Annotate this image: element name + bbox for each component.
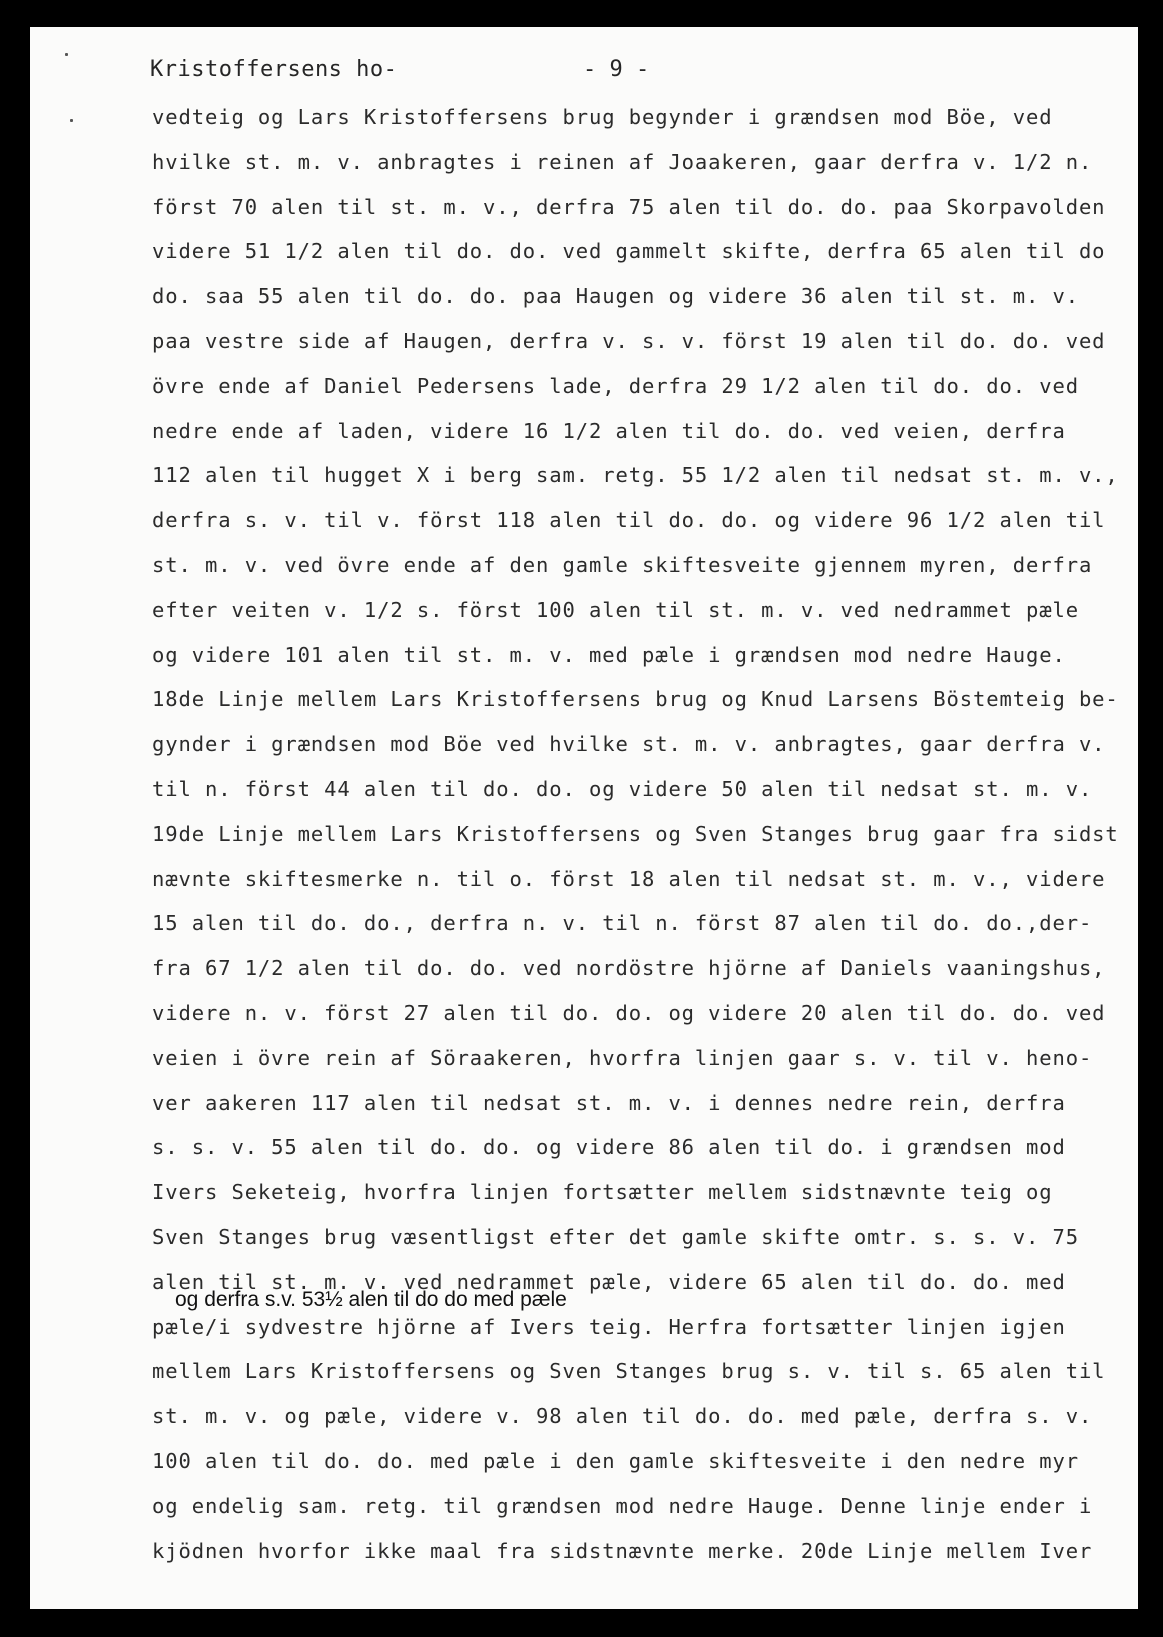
text-line: videre 51 1/2 alen til do. do. ved gammelt skifte, derfra 65 alen til do (152, 239, 1106, 264)
text-line: til n. först 44 alen til do. do. og videre 50 alen til nedsat st. m. v. (152, 776, 1093, 801)
text-line: do. saa 55 alen til do. do. paa Haugen og videre 36 alen til st. m. v. (152, 284, 1079, 309)
text-line: nævnte skiftesmerke n. til o. först 18 alen til nedsat st. m. v., videre (152, 866, 1106, 891)
text-line: Sven Stanges brug væsentligst efter det gamle skifte omtr. s. s. v. 75 (152, 1224, 1079, 1249)
text-line: mellem Lars Kristoffersens og Sven Stanges brug s. v. til s. 65 alen til (152, 1359, 1106, 1384)
text-line: kjödnen hvorfor ikke maal fra sidstnævnte merke. 20de Linje mellem Iver (152, 1538, 1093, 1563)
text-line: 100 alen til do. do. med pæle i den gamle skiftesveite i den nedre myr (152, 1448, 1079, 1473)
text-line: videre n. v. först 27 alen til do. do. og videre 20 alen til do. do. ved (152, 1000, 1106, 1025)
text-line: s. s. v. 55 alen til do. do. og videre 86 alen til do. i grændsen mod (152, 1135, 1066, 1160)
text-line: derfra s. v. til v. först 118 alen til do. do. og videre 96 1/2 alen til (152, 508, 1106, 533)
punch-mark (70, 119, 73, 122)
text-line: fra 67 1/2 alen til do. do. ved nordöstre hjörne af Daniels vaaningshus, (152, 956, 1106, 981)
text-line: ver aakeren 117 alen til nedsat st. m. v. i dennes nedre rein, derfra (152, 1090, 1066, 1115)
text-line: gynder i grændsen mod Böe ved hvilke st. m. v. anbragtes, gaar derfra v. (152, 732, 1106, 757)
text-line: og endelig sam. retg. til grændsen mod nedre Hauge. Denne linje ender i (152, 1493, 1093, 1518)
text-line: efter veiten v. 1/2 s. först 100 alen til st. m. v. ved nedrammet pæle (152, 597, 1079, 622)
text-line: 18de Linje mellem Lars Kristoffersens brug og Knud Larsens Böstemteig be- (152, 687, 1119, 712)
text-line: först 70 alen til st. m. v., derfra 75 alen til do. do. paa Skorpavolden (152, 194, 1106, 219)
page-header (30, 57, 1138, 97)
text-line: 112 alen til hugget X i berg sam. retg. 55 1/2 alen til nedsat st. m. v., (152, 463, 1119, 488)
text-line: alen til st. m. v. ved nedrammet pæle, videre 65 alen til do. do. med (152, 1269, 1066, 1294)
text-line: 19de Linje mellem Lars Kristoffersens og Sven Stanges brug gaar fra sidst (152, 821, 1119, 846)
punch-mark (65, 53, 68, 56)
text-line: veien i övre rein af Söraakeren, hvorfra linjen gaar s. v. til v. heno- (152, 1045, 1093, 1070)
text-line: 15 alen til do. do., derfra n. v. til n. först 87 alen til do. do.,der- (152, 911, 1093, 936)
text-line: pæle/i sydvestre hjörne af Ivers teig. Herfra fortsætter linjen igjen (152, 1314, 1066, 1339)
text-line: st. m. v. og pæle, videre v. 98 alen til do. do. med pæle, derfra s. v. (152, 1404, 1093, 1429)
text-line: nedre ende af laden, videre 16 1/2 alen til do. do. ved veien, derfra (152, 418, 1066, 443)
typed-text-body (152, 95, 1138, 1573)
text-line: paa vestre side af Haugen, derfra v. s. v. först 19 alen til do. do. ved (152, 328, 1106, 353)
text-line: övre ende af Daniel Pedersens lade, derfra 29 1/2 alen til do. do. ved (152, 373, 1079, 398)
page-number: - 9 - (583, 57, 650, 82)
text-line: st. m. v. ved övre ende af den gamle skiftesveite gjennem myren, derfra (152, 552, 1093, 577)
text-line: og videre 101 alen til st. m. v. med pæle i grændsen mod nedre Hauge. (152, 642, 1066, 667)
document-page (30, 27, 1138, 1609)
text-line: vedteig og Lars Kristoffersens brug begynder i grændsen mod Böe, ved (152, 105, 1053, 129)
text-line: hvilke st. m. v. anbragtes i reinen af Joaakeren, gaar derfra v. 1/2 n. (152, 149, 1093, 174)
running-title: Kristoffersens ho- (150, 57, 398, 82)
text-line: Ivers Seketeig, hvorfra linjen fortsætter mellem sidstnævnte teig og (152, 1180, 1053, 1205)
handwritten-insert: og derfra s.v. 53½ alen til do do med pæle (175, 1288, 567, 1311)
